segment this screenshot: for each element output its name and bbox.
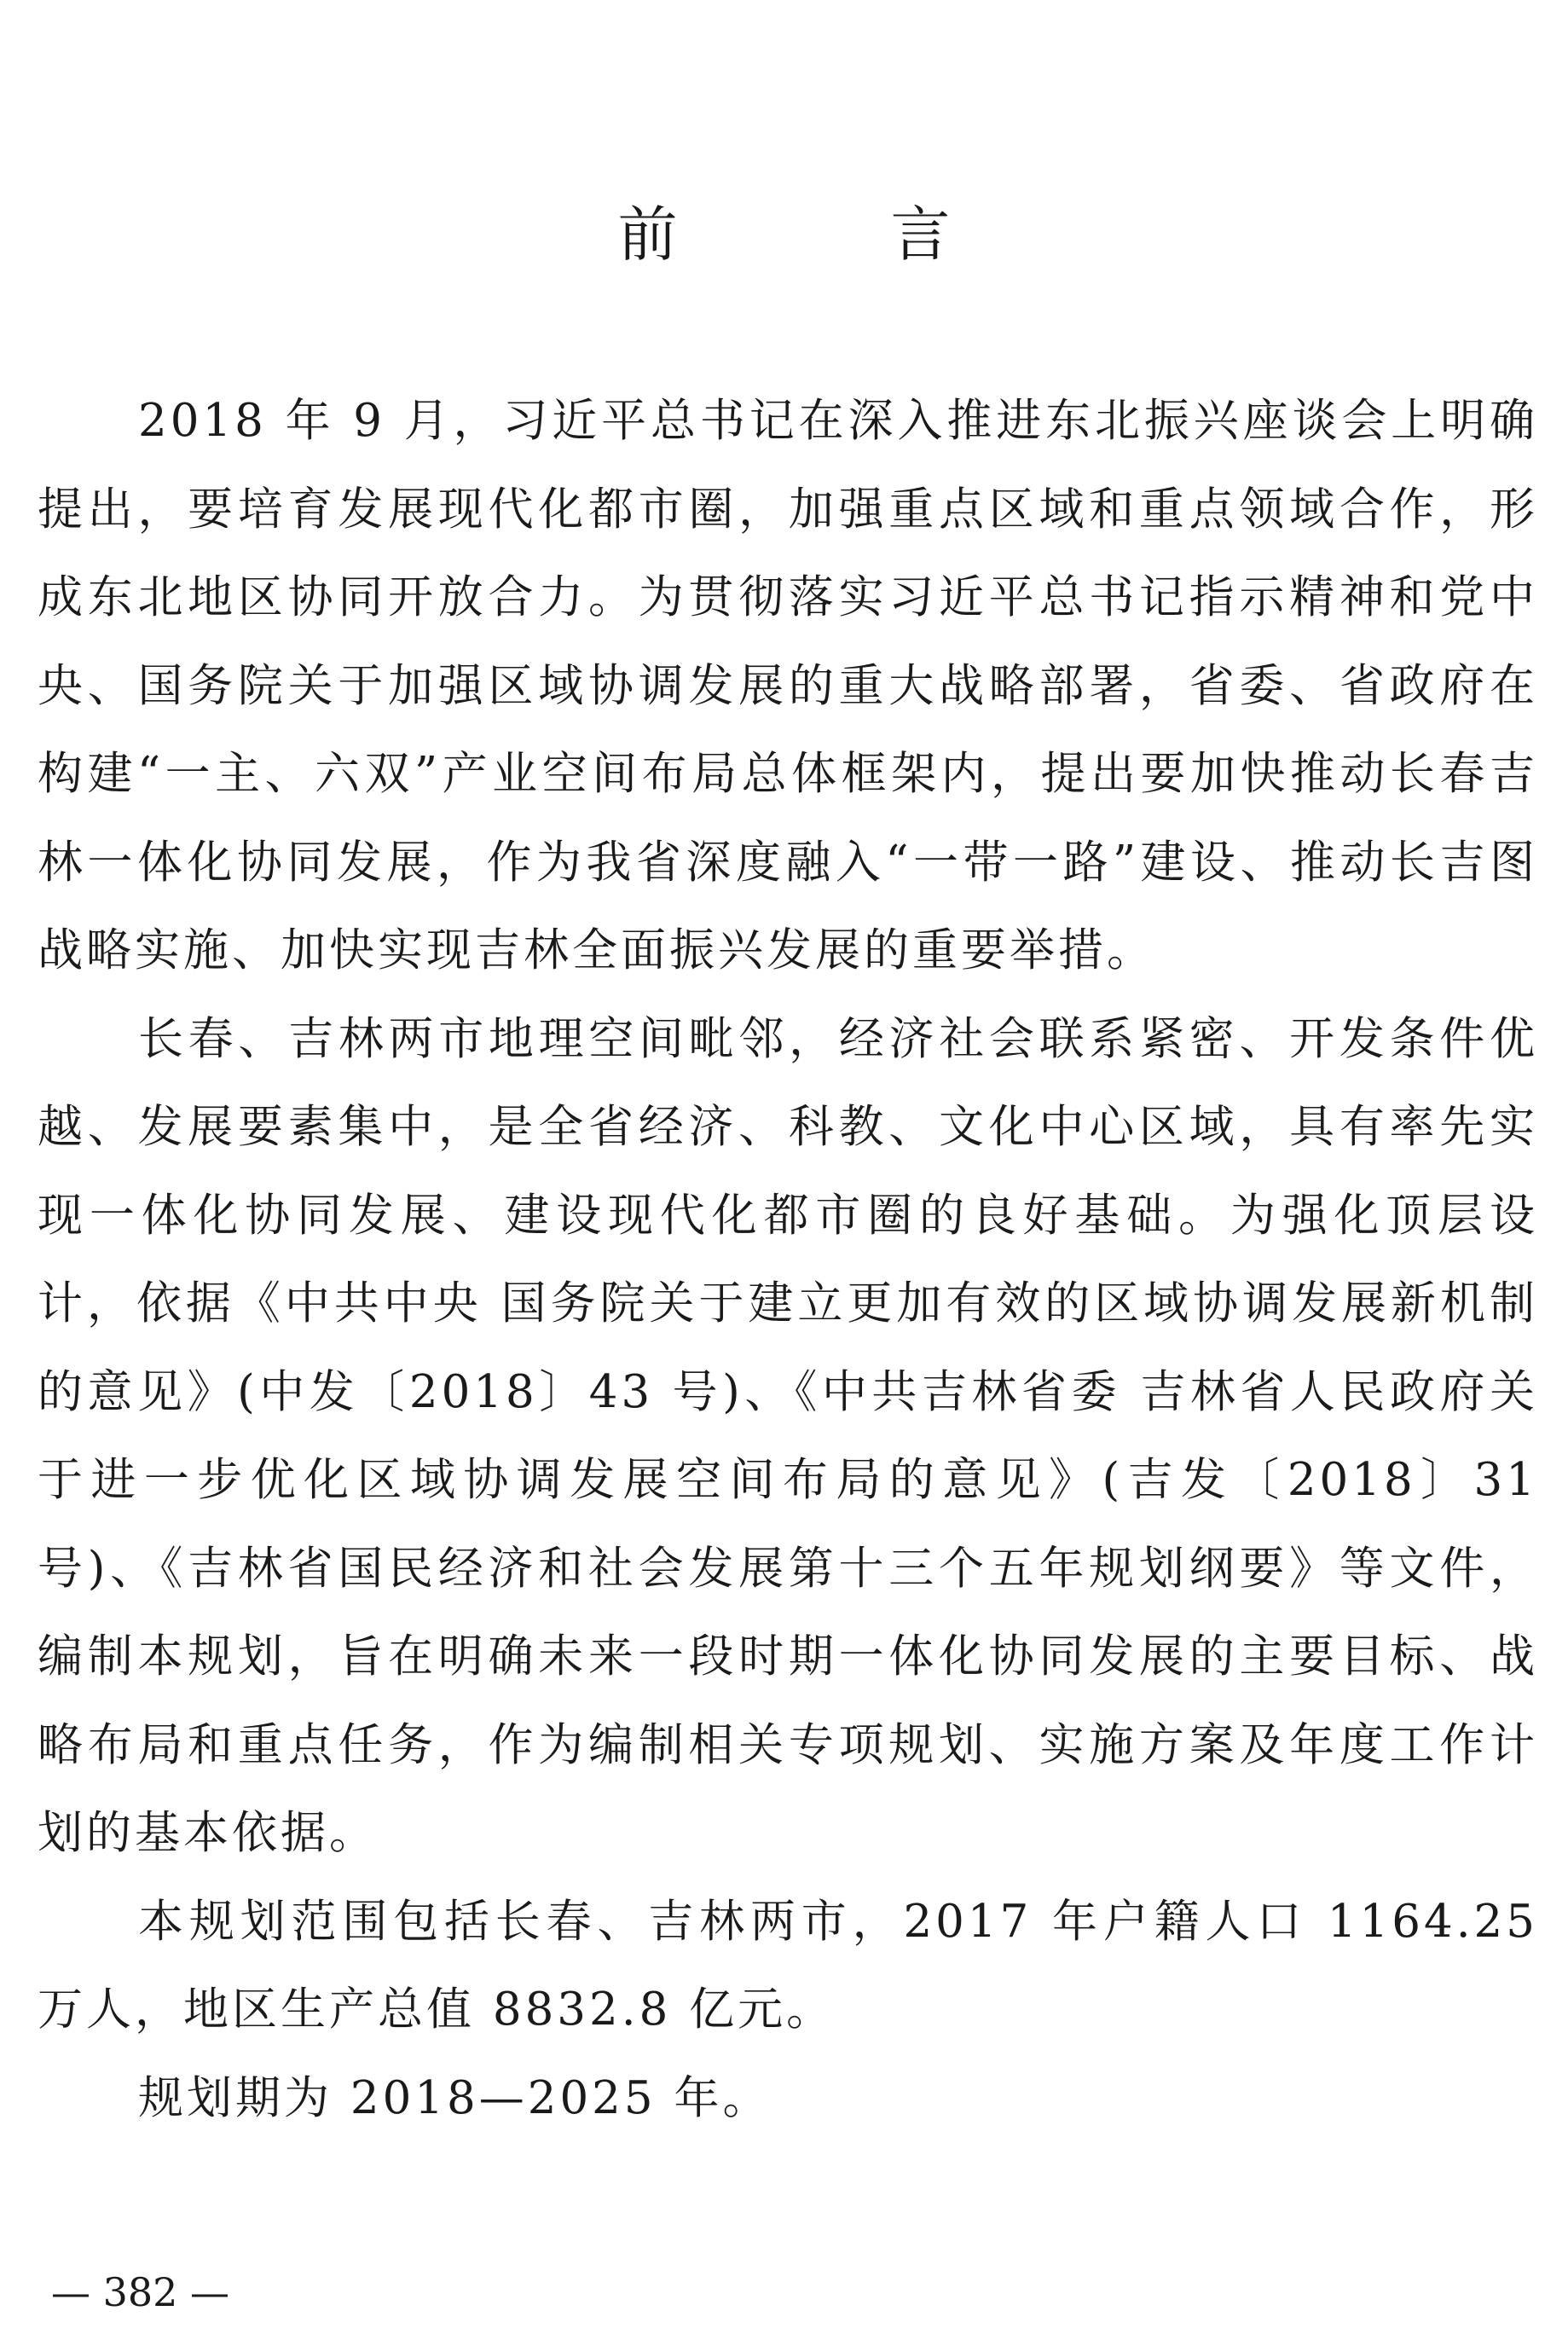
page-title [0, 192, 1568, 277]
body-text [38, 377, 1538, 2142]
page-number: — 382 — [51, 2269, 230, 2315]
paragraph-background: 2018 年 9 月，习近平总书记在深入推进东北振兴座谈会上明确提出，要培育发展现代化都市圈，加强重点区域和重点领域合作，形成东北地区协同开放合力。为贯彻落实习近平总书记指示精神和党中央、国务院关于加强区域协调发展的重大战略部署，省委、省政府在构建“一主、六双”产业空间布局总体框架内，提出要加快推动长春吉林一体化协同发展，作为我省深度融入“一带一路”建设、推动长吉图战略实施、加快实现吉林全面振兴发展的重要举措。 [38, 395, 1538, 976]
paragraph-scope: 本规划范围包括长春、吉林两市，2017 年户籍人口 1164.25 万人，地区生产总值 8832.8 亿元。 [38, 1895, 1538, 2036]
title-char-right: 言 [890, 200, 951, 269]
paragraph-basis: 长春、吉林两市地理空间毗邻，经济社会联系紧密、开发条件优越、发展要素集中，是全省经济、科教、文化中心区域，具有率先实现一体化协同发展、建设现代化都市圈的良好基础。为强化顶层设计，依据《中共中央 国务院关于建立更加有效的区域协调发展新机制的意见》(中发〔2018〕43 号)、《中共吉林省委 吉林省人民政府关于进一步优化区域协调发展空间布局的意见》(吉发〔2018〕31 号)、《吉林省国民经济和社会发展第十三个五年规划纲要》等文件，编制本规划，旨在明确未来一段时期一体化协同发展的主要目标、战略布局和重点任务，作为编制相关专项规划、实施方案及年度工作计划的基本依据。 [38, 1012, 1538, 1859]
paragraph-period: 规划期为 2018—2025 年。 [138, 2071, 772, 2124]
title-char-left: 前 [617, 200, 678, 269]
